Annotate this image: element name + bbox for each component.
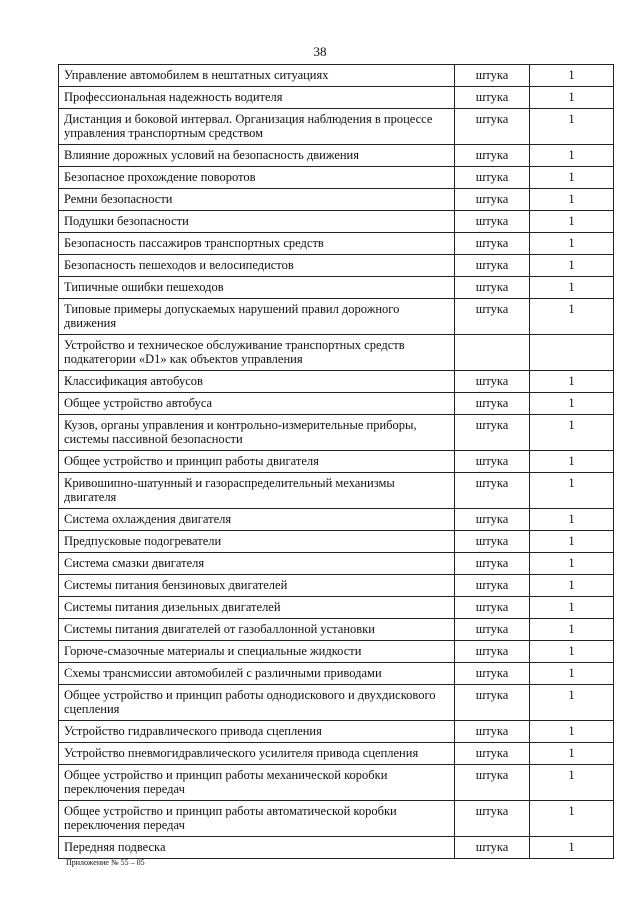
table-row	[59, 451, 614, 473]
cell-unit: штука	[455, 451, 530, 473]
cell-quantity: 1	[530, 685, 614, 721]
cell-quantity: 1	[530, 597, 614, 619]
cell-unit: штука	[455, 765, 530, 801]
cell-quantity: 1	[530, 233, 614, 255]
cell-unit: штука	[455, 619, 530, 641]
table-row	[59, 277, 614, 299]
cell-quantity	[530, 335, 614, 371]
cell-quantity: 1	[530, 663, 614, 685]
table-row	[59, 641, 614, 663]
cell-quantity: 1	[530, 743, 614, 765]
cell-quantity: 1	[530, 393, 614, 415]
cell-name: Дистанция и боковой интервал. Организация наблюдения в процессе управления транспортным средством	[59, 109, 455, 145]
cell-name: Типичные ошибки пешеходов	[59, 277, 455, 299]
cell-quantity: 1	[530, 721, 614, 743]
cell-unit: штука	[455, 109, 530, 145]
cell-name: Горюче-смазочные материалы и специальные жидкости	[59, 641, 455, 663]
cell-unit: штука	[455, 145, 530, 167]
cell-name: Безопасное прохождение поворотов	[59, 167, 455, 189]
cell-quantity: 1	[530, 211, 614, 233]
table-row	[59, 837, 614, 859]
cell-unit: штука	[455, 743, 530, 765]
cell-quantity: 1	[530, 451, 614, 473]
cell-unit: штука	[455, 371, 530, 393]
cell-unit: штука	[455, 167, 530, 189]
cell-unit: штука	[455, 685, 530, 721]
table-row	[59, 189, 614, 211]
cell-name: Кузов, органы управления и контрольно-измерительные приборы, системы пассивной безопасности	[59, 415, 455, 451]
cell-quantity: 1	[530, 473, 614, 509]
cell-name: Устройство пневмогидравлического усилителя привода сцепления	[59, 743, 455, 765]
cell-unit: штука	[455, 509, 530, 531]
cell-unit: штука	[455, 87, 530, 109]
cell-name: Система охлаждения двигателя	[59, 509, 455, 531]
cell-quantity: 1	[530, 801, 614, 837]
cell-quantity: 1	[530, 65, 614, 87]
cell-name: Передняя подвеска	[59, 837, 455, 859]
cell-quantity: 1	[530, 109, 614, 145]
cell-name: Безопасность пешеходов и велосипедистов	[59, 255, 455, 277]
table-row	[59, 255, 614, 277]
cell-name: Общее устройство и принцип работы двигателя	[59, 451, 455, 473]
cell-name: Устройство гидравлического привода сцепления	[59, 721, 455, 743]
table-row	[59, 371, 614, 393]
cell-unit: штука	[455, 721, 530, 743]
cell-quantity: 1	[530, 575, 614, 597]
table-row	[59, 473, 614, 509]
cell-quantity: 1	[530, 415, 614, 451]
cell-name: Общее устройство автобуса	[59, 393, 455, 415]
table-row	[59, 685, 614, 721]
cell-name: Управление автомобилем в нештатных ситуациях	[59, 65, 455, 87]
cell-quantity: 1	[530, 837, 614, 859]
cell-quantity: 1	[530, 619, 614, 641]
cell-unit: штука	[455, 299, 530, 335]
cell-quantity: 1	[530, 167, 614, 189]
table-row	[59, 801, 614, 837]
cell-name: Влияние дорожных условий на безопасность движения	[59, 145, 455, 167]
table-row	[59, 335, 614, 371]
cell-unit: штука	[455, 837, 530, 859]
cell-quantity: 1	[530, 765, 614, 801]
table-row	[59, 87, 614, 109]
table-row	[59, 531, 614, 553]
cell-name: Кривошипно-шатунный и газораспределительный механизмы двигателя	[59, 473, 455, 509]
footer-annex-number: Приложение № 55 – 05	[66, 858, 145, 867]
cell-name: Общее устройство и принцип работы автоматической коробки переключения передач	[59, 801, 455, 837]
cell-unit: штука	[455, 641, 530, 663]
cell-unit: штука	[455, 65, 530, 87]
cell-quantity: 1	[530, 277, 614, 299]
cell-quantity: 1	[530, 255, 614, 277]
table-row	[59, 299, 614, 335]
cell-quantity: 1	[530, 531, 614, 553]
table-row	[59, 145, 614, 167]
table-row	[59, 393, 614, 415]
cell-unit: штука	[455, 801, 530, 837]
table-body	[59, 65, 614, 859]
cell-unit: штука	[455, 189, 530, 211]
cell-name: Ремни безопасности	[59, 189, 455, 211]
cell-name: Безопасность пассажиров транспортных средств	[59, 233, 455, 255]
cell-unit: штука	[455, 233, 530, 255]
cell-name: Общее устройство и принцип работы однодискового и двухдискового сцепления	[59, 685, 455, 721]
table-row	[59, 553, 614, 575]
table-row	[59, 509, 614, 531]
cell-quantity: 1	[530, 509, 614, 531]
table-row	[59, 663, 614, 685]
cell-unit: штука	[455, 393, 530, 415]
cell-unit: штука	[455, 597, 530, 619]
page-number: 38	[313, 44, 327, 59]
table-row	[59, 65, 614, 87]
cell-quantity: 1	[530, 553, 614, 575]
table-row	[59, 211, 614, 233]
cell-unit: штука	[455, 575, 530, 597]
table-row	[59, 721, 614, 743]
cell-name: Классификация автобусов	[59, 371, 455, 393]
cell-quantity: 1	[530, 299, 614, 335]
cell-name: Система смазки двигателя	[59, 553, 455, 575]
table-row	[59, 765, 614, 801]
cell-quantity: 1	[530, 87, 614, 109]
cell-name: Профессиональная надежность водителя	[59, 87, 455, 109]
cell-unit: штука	[455, 531, 530, 553]
table-row	[59, 415, 614, 451]
table-row	[59, 619, 614, 641]
cell-name: Схемы трансмиссии автомобилей с различными приводами	[59, 663, 455, 685]
cell-name: Устройство и техническое обслуживание транспортных средств подкатегории «D1» как объектов управления	[59, 335, 455, 371]
cell-unit: штука	[455, 415, 530, 451]
cell-name: Системы питания бензиновых двигателей	[59, 575, 455, 597]
cell-unit: штука	[455, 277, 530, 299]
cell-unit: штука	[455, 553, 530, 575]
cell-unit: штука	[455, 473, 530, 509]
cell-quantity: 1	[530, 371, 614, 393]
cell-name: Типовые примеры допускаемых нарушений правил дорожного движения	[59, 299, 455, 335]
table-row	[59, 233, 614, 255]
table-row	[59, 109, 614, 145]
cell-quantity: 1	[530, 145, 614, 167]
cell-unit: штука	[455, 663, 530, 685]
cell-unit: штука	[455, 255, 530, 277]
cell-unit: штука	[455, 211, 530, 233]
cell-quantity: 1	[530, 641, 614, 663]
cell-name: Предпусковые подогреватели	[59, 531, 455, 553]
table-row	[59, 575, 614, 597]
cell-name: Системы питания дизельных двигателей	[59, 597, 455, 619]
cell-name: Подушки безопасности	[59, 211, 455, 233]
table-row	[59, 597, 614, 619]
cell-name: Системы питания двигателей от газобаллонной установки	[59, 619, 455, 641]
equipment-table	[58, 64, 614, 859]
table-row	[59, 167, 614, 189]
table-row	[59, 743, 614, 765]
cell-unit	[455, 335, 530, 371]
cell-name: Общее устройство и принцип работы механической коробки переключения передач	[59, 765, 455, 801]
cell-quantity: 1	[530, 189, 614, 211]
